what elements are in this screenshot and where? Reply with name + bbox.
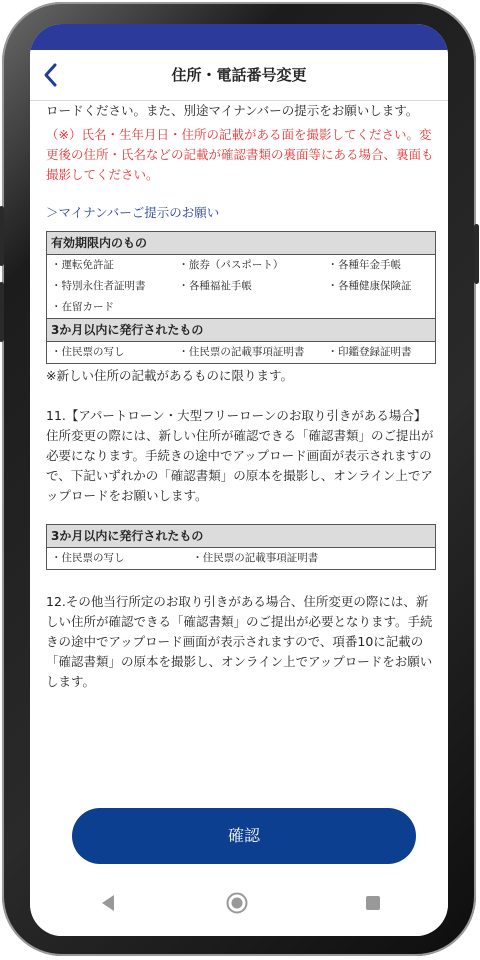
table-cell: ・住民票の記載事項証明書 (192, 552, 319, 564)
document-table-1 (46, 231, 436, 364)
table-cell: ・住民票の写し (51, 346, 125, 358)
table-row (47, 342, 435, 363)
table-cell: ・特別永住者証明書 (51, 280, 146, 292)
main-content (46, 101, 436, 692)
table-cell: ・各種健康保険証 (327, 280, 412, 292)
note-text: ※新しい住所の記載があるものに限ります。 (46, 368, 293, 383)
item-12-body: 12.その他当行所定のお取り引きがある場合、住所変更の際には、新しい住所が確認できる「確認書類」のご提出が必要となります。手続きの途中でアップロード画面が表示されますので、項番10に記載の「確認書類」の原本を撮影し、オンライン上でアップロードをお願いします。 (46, 594, 433, 689)
intro-text: ロードください。また、別途マイナンバーの提示をお願いします。 (46, 103, 419, 118)
item-11-title: 11.【アパートローン・大型フリーローンのお取り引きがある場合】 (46, 408, 427, 423)
table-row (47, 255, 435, 276)
table-section-title: 3か月以内に発行されたもの (47, 318, 435, 342)
table-cell: ・各種福祉手帳 (178, 280, 252, 292)
footer (30, 784, 448, 936)
item-11-body: 住所変更の際には、新しい住所が確認できる「確認書類」のご提出が必要になります。手続きの途中でアップロード画面が表示されますので、下記いずれかの「確認書類」の原本を撮影し、オンライン上でアップロードをお願いします。 (46, 428, 434, 503)
page-title: 住所・電話番号変更 (171, 66, 307, 84)
volume-button (0, 282, 4, 342)
nav-home-icon[interactable] (226, 892, 248, 914)
nav-back-icon[interactable] (100, 894, 116, 912)
table-row (47, 548, 435, 569)
screen (30, 24, 448, 936)
table-cell: ・印鑑登録証明書 (327, 346, 412, 358)
volume-button (0, 206, 4, 266)
app-header (30, 50, 448, 101)
mynumber-link[interactable]: ＞マイナンバーご提示のお願い (46, 205, 220, 220)
android-nav-bar (30, 884, 448, 924)
power-button (474, 224, 479, 284)
table-section-title: 3か月以内に発行されたもの (47, 525, 435, 548)
table-cell: ・各種年金手帳 (327, 259, 402, 271)
table-cell: ・住民票の記載事項証明書 (178, 346, 305, 358)
table-cell: ・運転免許証 (51, 259, 114, 271)
warning-text: （※）氏名・生年月日・住所の記載がある面を撮影してください。変更後の住所・氏名などの記載が確認書類の裏面等にある場合、裏面も撮影してください。 (46, 127, 434, 182)
status-bar (30, 24, 448, 50)
confirm-button[interactable]: 確認 (72, 808, 416, 864)
table-row (47, 297, 435, 318)
table-row (47, 276, 435, 297)
document-table-2 (46, 524, 436, 570)
phone-frame (2, 2, 476, 956)
table-cell: ・住民票の写し (51, 552, 125, 564)
nav-recent-icon[interactable] (366, 896, 380, 910)
table-cell: ・在留カード (51, 301, 114, 313)
table-cell: ・旅券（パスポート） (178, 259, 284, 271)
table-section-title: 有効期限内のもの (47, 232, 435, 255)
